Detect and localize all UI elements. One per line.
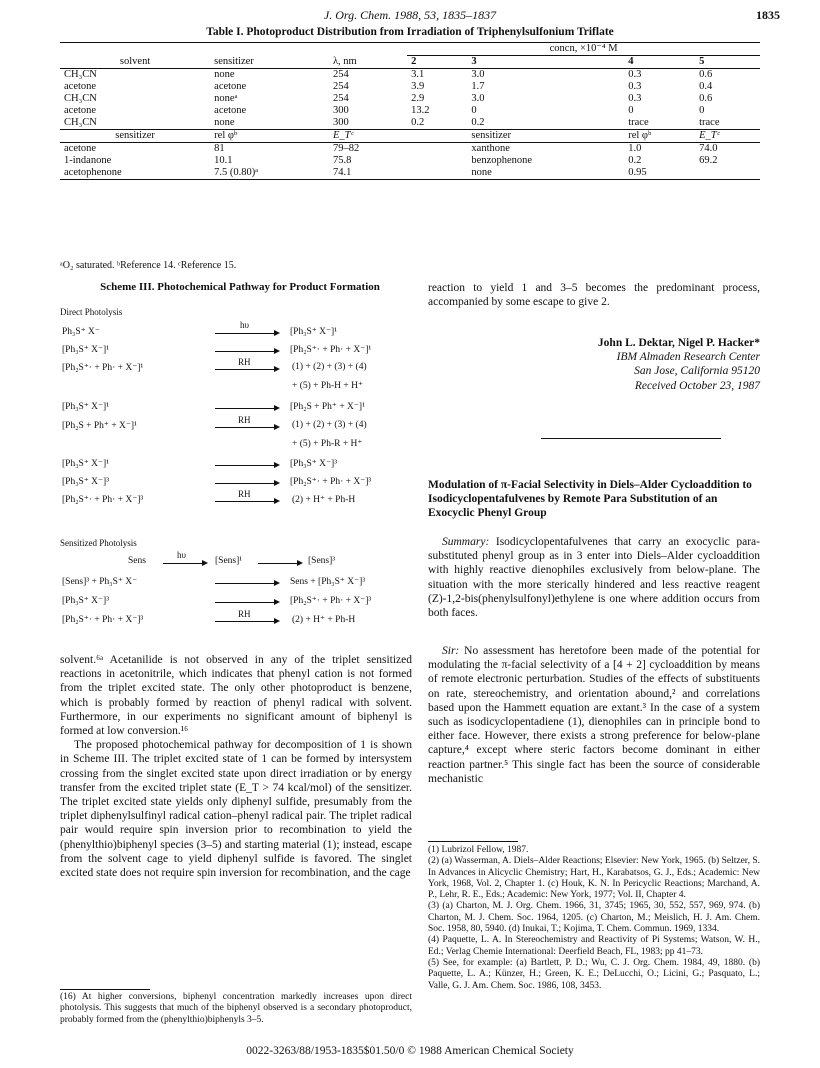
summary-label: Summary: bbox=[442, 536, 490, 548]
arrowhead bbox=[274, 366, 280, 372]
table-photoproduct bbox=[60, 42, 760, 180]
reactant: [Ph₂S⁺· + Ph· + X⁻]¹ bbox=[62, 363, 144, 373]
rh-label: RH bbox=[238, 415, 251, 425]
arrowhead bbox=[274, 599, 280, 605]
arrowhead bbox=[274, 405, 280, 411]
arrowhead bbox=[274, 580, 280, 586]
table-row: CH₃CN noneᵃ 254 2.9 3.0 0.3 0.6 bbox=[64, 93, 713, 104]
product: + (5) + Ph-H + H⁺ bbox=[292, 381, 363, 391]
table-row: 1-indanone 10.1 75.8 benzophenone 0.2 69.2 bbox=[64, 155, 718, 166]
table-header-row: solvent sensitizer λ, nm 2 3 4 5 bbox=[60, 56, 760, 69]
product: [Ph₂S⁺· + Ph· + X⁻]³ bbox=[290, 477, 372, 487]
product: Sens + [Ph₃S⁺ X⁻]³ bbox=[290, 577, 366, 587]
arrow bbox=[215, 621, 275, 622]
reactant: [Ph₂S⁺· + Ph· + X⁻]³ bbox=[62, 495, 144, 505]
product: [Ph₃S⁺ X⁻]³ bbox=[290, 459, 338, 469]
arrow bbox=[215, 333, 275, 334]
journal-citation: J. Org. Chem. 1988, 53, 1835–1837 bbox=[323, 8, 497, 22]
table-row: acetone acetone 254 3.9 1.7 0.3 0.4 bbox=[64, 81, 713, 92]
reactant: [Ph₂S⁺· + Ph· + X⁻]³ bbox=[62, 615, 144, 625]
arrow bbox=[215, 427, 275, 428]
sens-singlet: [Sens]¹ bbox=[215, 556, 243, 566]
author-block bbox=[428, 336, 760, 393]
reactant: [Ph₃S⁺ X⁻]¹ bbox=[62, 402, 110, 412]
product: [Ph₂S + Ph⁺ + X⁻]¹ bbox=[290, 402, 365, 412]
paragraph: solvent.⁶ᵃ Acetanilide is not observed in any of the triplet sensitized reactions in acetonitrile, which indicates that phenyl cation is not formed from the triplet excited state. The only other photoproduct is benzene, which is probably formed by reaction of phenyl radical with solvent. Furthermore, in our experiments no significant amount of biphenyl is formed at low conversion.¹⁶ bbox=[60, 654, 412, 738]
article-title: Modulation of π-Facial Selectivity in Diels–Alder Cycloaddition to Isodicyclopentafulvenes by Remote Para Substitution of an Exocyclic Phenyl Group bbox=[428, 479, 752, 520]
product: (1) + (2) + (3) + (4) bbox=[292, 362, 367, 372]
table-header-row-2: sensitizer rel φᵇ E_Tᶜ sensitizer rel φᵇ E_Tᶜ bbox=[60, 130, 760, 143]
arrow bbox=[215, 602, 275, 603]
product: + (5) + Ph-R + H⁺ bbox=[292, 439, 363, 449]
table-footnotes: ᵃO₂ saturated. ᵇReference 14. ᶜReference 15. bbox=[60, 260, 237, 271]
summary bbox=[428, 535, 760, 620]
arrow bbox=[215, 583, 275, 584]
direct-photolysis-label: Direct Photolysis bbox=[60, 307, 123, 317]
reactant: [Ph₃S⁺ X⁻]¹ bbox=[62, 345, 110, 355]
arrowhead bbox=[274, 348, 280, 354]
table-row: acetone acetone 300 13.2 0 0 0 bbox=[64, 105, 705, 116]
product: [Ph₃S⁺ X⁻]¹ bbox=[290, 327, 338, 337]
sir-text: No assessment has heretofore been made of the potential for modulating the π-facial selectivity of a [4 + 2] cycloaddition by means of remote electronic perturbation. Studies of the effects of substituents on rate, stereochemistry, and orientation abound,² and correlations based upon the Hammett equation are extant.³ In the case of a system such as isodicyclopentadiene (1), dienophiles can in principle bond to either face. However, there exists a strong preference for below-plane capture,⁴ except where steric factors become dominant in either reaction partner.⁵ This single fact has been the source of considerable mechanistic bbox=[428, 645, 761, 785]
hv-label: hυ bbox=[177, 550, 186, 560]
arrowhead bbox=[274, 462, 280, 468]
rh-label: RH bbox=[238, 609, 251, 619]
reference: (2) (a) Wasserman, A. Diels–Alder Reactions; Elsevier: New York, 1965. (b) Seltzer, S. In Advances in Alicyclic Chemistry; Hart, H., Karabatsos, G. J., Eds.; Academic: New York, 1968, Vol. 2, Chapter 1. (c) Houk, K. N. In Pericyclic Reactions; Marchand, A. P., Lehr, R. E., Eds.; Academic: New York, 1977; Vol. II, Chapter 4. bbox=[428, 856, 760, 901]
left-body bbox=[60, 653, 412, 880]
reactant: [Ph₂S + Ph⁺ + X⁻]¹ bbox=[62, 421, 137, 431]
sensitized-photolysis-label: Sensitized Photolysis bbox=[60, 538, 137, 548]
arrow bbox=[215, 351, 275, 352]
sens-triplet: [Sens]³ bbox=[308, 556, 336, 566]
product: (1) + (2) + (3) + (4) bbox=[292, 420, 367, 430]
table-row: acetophenone 7.5 (0.80)ᵃ 74.1 none 0.95 bbox=[60, 167, 760, 180]
arrowhead bbox=[274, 330, 280, 336]
arrowhead bbox=[274, 424, 280, 430]
arrowhead bbox=[202, 560, 208, 566]
received-date: Received October 23, 1987 bbox=[634, 379, 760, 392]
sir-label: Sir: bbox=[442, 645, 460, 657]
hv-label: hυ bbox=[240, 320, 249, 330]
arrow bbox=[215, 483, 275, 484]
reactant: [Ph₃S⁺ X⁻]¹ bbox=[62, 459, 110, 469]
institution: IBM Almaden Research Center bbox=[616, 351, 760, 364]
arrow bbox=[163, 563, 203, 564]
concn-header: concn, ×10⁻⁴ M bbox=[407, 43, 760, 56]
paragraph: The proposed photochemical pathway for decomposition of 1 is shown in Scheme III. The triplet excited state of 1 can be formed by intersystem crossing from the singlet excited state upon direct irradiation or by energy transfer from the excited triplet state (E_T > 74 kcal/mol) of the sensitizer. The triplet excited state yields only diphenyl sulfide, presumably from the triplet diphenylsulfinyl radical cation–phenyl radical pair. The triplet radical pair would require spin inversion prior to recombination to yield the (phenylthio)biphenyl species (3–5) and starting material (1); instead, escape from the solvent cage to yield diphenyl sulfide is favored. The singlet excited state does not require spin inversion for recombination, and the cage bbox=[60, 739, 412, 880]
reference: (1) Lubrizol Fellow, 1987. bbox=[428, 845, 529, 855]
reactant: Ph₃S⁺ X⁻ bbox=[62, 327, 100, 337]
divider bbox=[541, 438, 721, 439]
arrowhead bbox=[274, 498, 280, 504]
arrowhead bbox=[274, 618, 280, 624]
page-footer: 0022-3263/88/1953-1835$01.50/0 © 1988 American Chemical Society bbox=[246, 1045, 574, 1057]
arrow bbox=[215, 501, 275, 502]
page-header bbox=[0, 8, 820, 23]
reference: (5) See, for example: (a) Bartlett, P. D.; Wu, C. J. Org. Chem. 1984, 49, 1880. (b) Paquette, L. A.; Künzer, H.; Green, K. E.; DeLucchi, O.; Licini, G.; Pasquato, L.; Valle, G. J. Am. Chem. Soc. 1986, 108, 3453. bbox=[428, 957, 760, 991]
arrow bbox=[215, 369, 275, 370]
rh-label: RH bbox=[238, 357, 251, 367]
page-number: 1835 bbox=[756, 8, 780, 22]
references bbox=[428, 845, 760, 992]
rh-label: RH bbox=[238, 489, 251, 499]
footnote-rule bbox=[60, 989, 150, 990]
sir-paragraph bbox=[428, 644, 760, 786]
scheme-title: Scheme III. Photochemical Pathway for Product Formation bbox=[100, 281, 380, 293]
product: (2) + H⁺ + Ph-H bbox=[292, 495, 356, 505]
reference: (4) Paquette, L. A. In Stereochemistry and Reactivity of Pi Systems; Watson, W. H., Ed.; Verlag Chemie International: Deerfield Beach, FL, 1983; pp 41–73. bbox=[428, 935, 760, 957]
product: [Ph₂S⁺· + Ph· + X⁻]¹ bbox=[290, 345, 372, 355]
sens: Sens bbox=[128, 556, 146, 566]
product: (2) + H⁺ + Ph-H bbox=[292, 615, 356, 625]
arrowhead bbox=[274, 480, 280, 486]
arrow bbox=[258, 563, 298, 564]
city: San Jose, California 95120 bbox=[634, 365, 760, 378]
footnote-rule bbox=[428, 841, 518, 842]
table-title: Table I. Photoproduct Distribution from Irradiation of Triphenylsulfonium Triflate bbox=[206, 26, 614, 38]
reference: (3) (a) Charton, M. J. Org. Chem. 1966, 31, 3745; 1965, 30, 552, 557, 969, 974. (b) Charton, M. J. Chem. Soc. 1964, 1205. (c) Charton, M.; Meislich, H. J. Am. Chem. Soc. 1958, 80, 5940. (d) Inukai, T.; Kojima, T. Chem. Commun. 1969, 1334. bbox=[428, 901, 760, 935]
arrow bbox=[215, 465, 275, 466]
author-names: John L. Dektar, Nigel P. Hacker* bbox=[597, 337, 760, 349]
table-row: CH₃CN none 300 0.2 0.2 trace trace bbox=[64, 117, 720, 128]
summary-text: Isodicyclopentafulvenes that carry an exocyclic para-substituted phenyl group as in 3 enter into Diels–Alder cycloaddition with highly reactive dienophiles exclusively from below-plane. The situation with the more sterically hindered and less reactive reagent (Z)-1,2-bis(phenylsulfonyl)ethylene is one where addition occurs from both faces. bbox=[428, 536, 760, 620]
product: [Ph₂S⁺· + Ph· + X⁻]³ bbox=[290, 596, 372, 606]
table-row: acetone 81 79–82 xanthone 1.0 74.0 bbox=[64, 143, 718, 154]
table-row: CH₃CN none 254 3.1 3.0 0.3 0.6 bbox=[64, 69, 713, 80]
reactant: [Ph₃S⁺ X⁻]³ bbox=[62, 596, 110, 606]
reactant: [Sens]³ + Ph₃S⁺ X⁻ bbox=[62, 577, 138, 587]
reactant: [Ph₃S⁺ X⁻]³ bbox=[62, 477, 110, 487]
right-top-text: reaction to yield 1 and 3–5 becomes the predominant process, accompanied by some escape to give 2. bbox=[428, 282, 760, 309]
left-footnote: (16) At higher conversions, biphenyl concentration markedly increases upon direct photolysis. This suggests that much of the biphenyl observed is a secondary photoproduct, probably formed from the (phenylthio)biphenyls 3–5. bbox=[60, 992, 412, 1025]
arrow bbox=[215, 408, 275, 409]
arrowhead bbox=[297, 560, 303, 566]
